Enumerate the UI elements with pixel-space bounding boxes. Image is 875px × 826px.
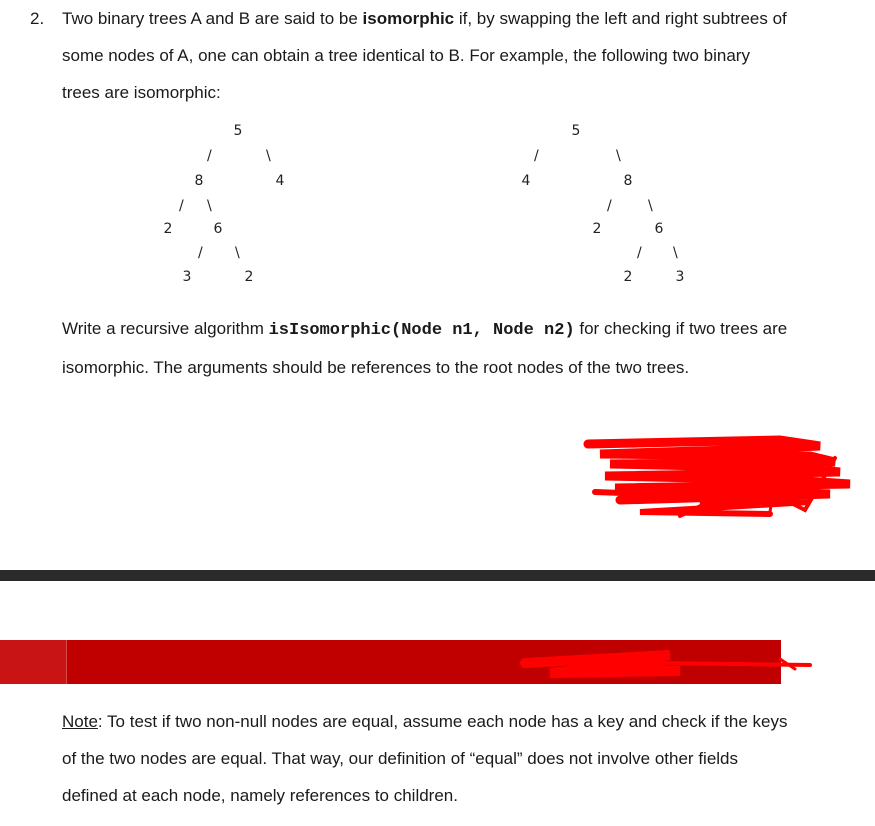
tree-a-edge: / [198,245,203,261]
problem-block [0,0,875,110]
tree-a-node-3: 3 [182,269,192,285]
tree-b-node-4: 4 [521,173,531,189]
tree-b-node-3: 3 [675,269,685,285]
tree-a-node-6: 6 [213,221,223,237]
task-text-post: for checking if two trees are isomorphic. The arguments should be references to the root nodes of the two trees. [62,319,788,377]
tree-a-node-2b: 2 [244,269,254,285]
tree-b-diagram [500,115,720,295]
section-divider [0,570,875,581]
tree-a-node-8: 8 [194,173,204,189]
tree-b-root: 5 [571,123,581,139]
tree-a-edge: \ [266,148,271,164]
tree-b-edge: / [534,148,539,164]
tree-a-edge: \ [235,245,240,261]
intro-text-pre: Two binary trees A and B are said to be [62,9,363,28]
note-text: : To test if two non-null nodes are equal, assume each node has a key and check if the keys of the two nodes are equal. That way, our definition of “equal” does not involve other fields defined at each node, namely references to children. [62,712,788,805]
intro-text-post: if, by swapping the left and right subtrees of some nodes of A, one can obtain a tree identical to B. For example, the following two binary trees are isomorphic: [62,9,787,102]
problem-number: 2. [30,9,45,28]
function-signature: isIsomorphic(Node n1, Node n2) [268,321,575,340]
tree-b-node-6: 6 [654,221,664,237]
tree-a-diagram [150,115,370,295]
note-label: Note [62,712,98,731]
tree-a-root: 5 [233,123,243,139]
tree-a-edge: / [179,198,184,214]
intro-term-isomorphic: isomorphic [362,9,455,28]
tree-b-edge: \ [673,245,678,261]
tree-b-edge: / [607,198,612,214]
intro-paragraph [62,0,792,111]
tree-a-edge: / [207,148,212,164]
tree-b-edge: \ [648,198,653,214]
note-paragraph [62,703,792,814]
task-paragraph [62,310,792,386]
tree-a-node-4: 4 [275,173,285,189]
task-text-pre: Write a recursive algorithm [62,319,269,338]
tree-b-edge: \ [616,148,621,164]
tree-a-node-2: 2 [163,221,173,237]
redaction-scribble [580,432,855,524]
tree-b-node-2b: 2 [623,269,633,285]
tree-b-node-8: 8 [623,173,633,189]
red-banner-tab [0,640,67,684]
tree-b-edge: / [637,245,642,261]
tree-a-edge: \ [207,198,212,214]
banner-scribble [510,645,820,681]
tree-b-node-2: 2 [592,221,602,237]
